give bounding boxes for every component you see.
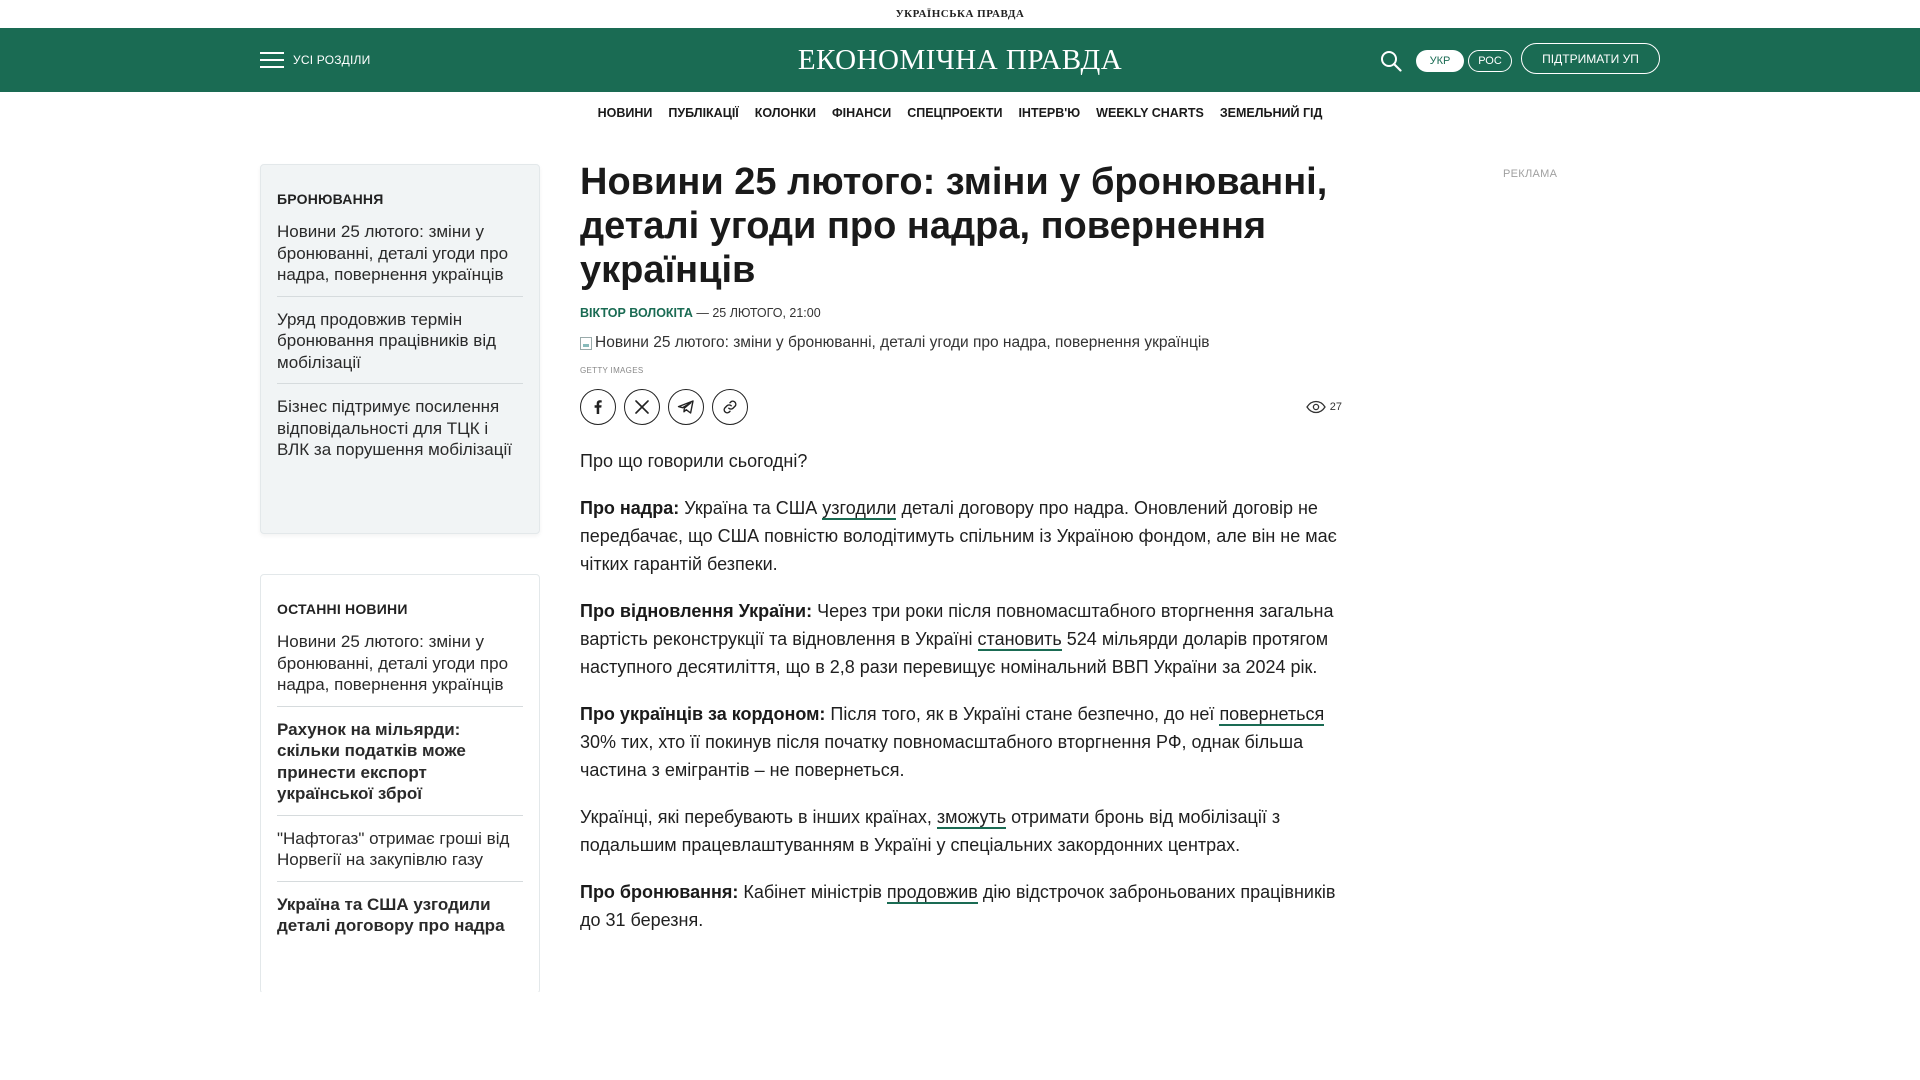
paragraph-recovery: [580, 597, 1342, 681]
viewport-bottom-area: [0, 992, 1920, 1080]
inline-link[interactable]: становить: [977, 629, 1062, 649]
paragraph-booking-abroad: [580, 803, 1342, 859]
paragraph-text: Українці, які перебувають в інших країнах,: [580, 807, 937, 827]
share-facebook-button[interactable]: [580, 389, 616, 425]
list-item[interactable]: Бізнес підтримує посилення відповідальності для ТЦК і ВЛК за порушення мобілізації: [277, 397, 512, 459]
site-logo[interactable]: ЕКОНОМІЧНА ПРАВДА: [797, 43, 1123, 76]
list-item[interactable]: "Нафтогаз" отримає гроші від Норвегії на закупівлю газу: [277, 816, 523, 882]
article-byline: [580, 306, 1342, 320]
paragraph-text: дію відстрочок заброньованих працівників до 31 березня.: [580, 882, 1336, 930]
nav-item-finance[interactable]: ФІНАНСИ: [831, 106, 892, 120]
paragraph-lead: Про бронювання:: [580, 882, 739, 902]
article-image-alt: Новини 25 лютого: зміни у бронюванні, деталі угоди про надра, повернення українців: [595, 334, 1210, 351]
list-item[interactable]: Україна та США узгодили деталі договору про надра: [277, 894, 505, 935]
inline-link[interactable]: продовжив: [886, 882, 978, 902]
ad-label: РЕКЛАМА: [1503, 168, 1558, 180]
image-credit: GETTY IMAGES: [580, 366, 644, 375]
paragraph-text: 30% тих, хто її покинув після початку повномасштабного вторгнення РФ, однак більша частина з емігрантів – не повернеться.: [580, 732, 1304, 780]
inline-link[interactable]: узгодили: [822, 498, 897, 518]
paragraph-text: Кабінет міністрів: [738, 882, 887, 902]
facebook-icon: [590, 399, 606, 415]
list-item[interactable]: Новини 25 лютого: зміни у бронюванні, деталі угоди про надра, повернення українців: [277, 627, 523, 707]
list-item[interactable]: Новини 25 лютого: зміни у бронюванні, деталі угоди про надра, повернення українців: [277, 217, 523, 297]
list-item[interactable]: Уряд продовжив термін бронювання працівників від мобілізації: [277, 297, 523, 385]
nav-item-special-projects[interactable]: СПЕЦПРОЕКТИ: [907, 106, 1003, 120]
site-header: [0, 28, 1920, 92]
x-icon: [634, 399, 650, 415]
paragraph-lead: Про українців за кордоном:: [580, 704, 826, 724]
lang-ukr-button[interactable]: УКР: [1416, 50, 1464, 72]
article-headline: Новини 25 лютого: зміни у бронюванні, деталі угоди про надра, повернення українців: [580, 161, 1328, 291]
share-x-button[interactable]: [624, 389, 660, 425]
paragraph-text: Через три роки після повномасштабного вторгнення загальна вартість реконструкції та відновлення в Україні: [580, 601, 1334, 649]
nav-item-news[interactable]: НОВИНИ: [597, 106, 653, 120]
booking-title[interactable]: БРОНЮВАННЯ: [277, 191, 384, 207]
paragraph-lead: Про надра:: [580, 498, 680, 518]
top-brand-link[interactable]: УКРАЇНСЬКА ПРАВДА: [895, 8, 1025, 20]
paragraph-text: деталі договору про надра. Оновлений договір не передбачає, що США повністю володітимуть спільним із Україною фондом, але він не має чітких гарантій безпеки.: [580, 498, 1337, 574]
article-intro: Про що говорили сьогодні?: [580, 451, 808, 471]
article-date: — 25 ЛЮТОГО, 21:00: [692, 306, 821, 320]
menu-icon: [260, 52, 284, 68]
nav-item-land-guide[interactable]: ЗЕМЕЛЬНИЙ ГІД: [1219, 106, 1323, 120]
share-row: [580, 389, 1342, 425]
paragraph-text: Після того, як в Україні стане безпечно, до неї: [825, 704, 1220, 724]
all-sections-label: УСІ РОЗДІЛИ: [293, 53, 371, 67]
telegram-icon: [677, 399, 695, 415]
latest-news-card: [260, 574, 540, 994]
top-brand-bar: [0, 0, 1920, 28]
views-counter: [1306, 397, 1342, 417]
latest-news-title: ОСТАННІ НОВИНИ: [277, 601, 408, 617]
link-icon: [722, 399, 738, 415]
paragraph-text: Україна та США: [679, 498, 823, 518]
author-link[interactable]: ВІКТОР ВОЛОКІТА: [580, 306, 693, 320]
article-body: [580, 447, 1342, 934]
paragraph-text: 524 мільярди доларів протягом наступного десятиліття, що в 2,8 рази перевищує номінальний ВВП України за 2024 рік.: [580, 629, 1329, 677]
nav-item-interviews[interactable]: ІНТЕРВ'Ю: [1018, 106, 1081, 120]
list-item[interactable]: Рахунок на мільярди: скільки податків може принести експорт української зброї: [277, 707, 523, 816]
paragraph-text: отримати бронь від мобілізації з подальшим працевлаштуванням в Україні у спеціальних закордонних центрах.: [580, 807, 1281, 855]
nav-item-publications[interactable]: ПУБЛІКАЦІЇ: [668, 106, 739, 120]
paragraph-resources: [580, 494, 1342, 578]
inline-link[interactable]: зможуть: [936, 807, 1007, 827]
nav-item-weekly-charts[interactable]: WEEKLY CHARTS: [1096, 106, 1204, 120]
main-nav: [0, 92, 1920, 134]
inline-link[interactable]: повернеться: [1219, 704, 1325, 724]
booking-card: [260, 164, 540, 534]
eye-icon: [1306, 400, 1326, 414]
lang-ros-button[interactable]: РОС: [1468, 50, 1512, 72]
article: [580, 160, 1342, 953]
paragraph-abroad: [580, 700, 1342, 784]
paragraph-booking: [580, 878, 1342, 934]
broken-image-icon: [580, 337, 592, 350]
article-image: [580, 334, 1342, 352]
views-count: 27: [1329, 401, 1342, 413]
search-icon[interactable]: [1380, 50, 1402, 72]
share-link-button[interactable]: [712, 389, 748, 425]
support-button[interactable]: ПІДТРИМАТИ УП: [1521, 43, 1660, 74]
share-telegram-button[interactable]: [668, 389, 704, 425]
nav-item-columns[interactable]: КОЛОНКИ: [754, 106, 816, 120]
paragraph-lead: Про відновлення України:: [580, 601, 813, 621]
all-sections-button[interactable]: [260, 48, 370, 72]
